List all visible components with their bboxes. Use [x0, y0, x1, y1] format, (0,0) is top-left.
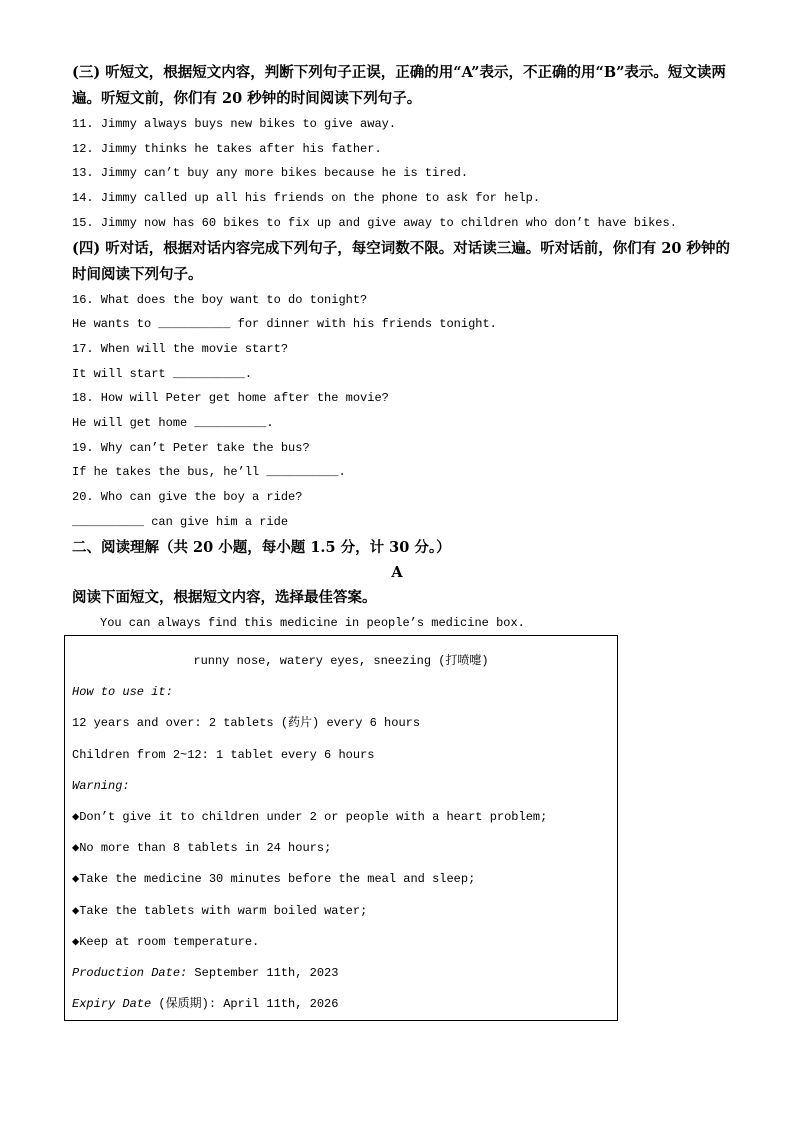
expiry-date-value: (保质期): April 11th, 2026: [151, 997, 339, 1012]
question-12: 12. Jimmy thinks he takes after his father.: [72, 141, 382, 156]
warning-item: ◆Don’t give it to children under 2 or people with a heart problem;: [72, 810, 548, 825]
question-17: 17. When will the movie start?: [72, 341, 289, 356]
usage-adult: 12 years and over: 2 tablets (药片) every 6 hours: [72, 716, 421, 731]
warning-item: ◆Take the medicine 30 minutes before the meal and sleep;: [72, 872, 476, 887]
question-14: 14. Jimmy called up all his friends on the phone to ask for help.: [72, 191, 541, 206]
answer-line-19: If he takes the bus, he’ll __________.: [72, 465, 346, 480]
passage-intro: You can always find this medicine in people’s medicine box.: [100, 615, 525, 630]
usage-label: How to use it:: [72, 685, 173, 700]
worksheet-page: [72, 60, 732, 635]
answer-line-20: __________ can give him a ride: [72, 514, 289, 529]
question-13: 13. Jimmy can’t buy any more bikes because he is tired.: [72, 166, 469, 181]
passage-letter: A: [391, 563, 403, 581]
usage-child: Children from 2~12: 1 tablet every 6 hours: [72, 747, 375, 762]
reading-instruction: 阅读下面短文，根据短文内容，选择最佳答案。: [72, 588, 377, 606]
expiry-date-line: [72, 989, 610, 1020]
question-15: 15. Jimmy now has 60 bikes to fix up and give away to children who don’t have bikes.: [72, 215, 677, 230]
warning-label: Warning:: [72, 778, 130, 793]
expiry-date-label: Expiry Date: [72, 997, 152, 1012]
question-11: 11. Jimmy always buys new bikes to give away.: [72, 117, 397, 131]
section-4-heading: (四) 听对话，根据对话内容完成下列句子，每空词数不限。对话读三遍。听对话前，你们有 20 秒钟的时间阅读下列句子。: [72, 239, 731, 283]
question-19: 19. Why can’t Peter take the bus?: [72, 440, 310, 455]
answer-line-17: It will start __________.: [72, 366, 253, 381]
answer-line-16: He wants to __________ for dinner with his friends tonight.: [72, 317, 497, 332]
symptoms-line: runny nose, watery eyes, sneezing (打喷嚏): [193, 654, 489, 668]
medicine-label-box: [64, 635, 618, 1021]
question-16: 16. What does the boy want to do tonight?: [72, 292, 368, 307]
question-18: 18. How will Peter get home after the movie?: [72, 391, 389, 406]
question-20: 20. Who can give the boy a ride?: [72, 490, 303, 505]
production-date-line: [72, 958, 610, 989]
production-date-label: Production Date:: [72, 966, 188, 981]
answer-line-18: He will get home __________.: [72, 416, 274, 431]
warning-item: ◆Take the tablets with warm boiled water;: [72, 903, 368, 918]
part-2-heading: 二、阅读理解（共 20 小题，每小题 1.5 分，计 30 分。）: [72, 538, 451, 556]
production-date-value: September 11th, 2023: [187, 966, 339, 981]
warning-item: ◆Keep at room temperature.: [72, 934, 260, 949]
section-3-heading: (三) 听短文，根据短文内容，判断下列句子正误，正确的用“A”表示，不正确的用“B”表示。短文读两遍。听短文前，你们有 20 秒钟的时间阅读下列句子。: [72, 64, 726, 107]
warning-item: ◆No more than 8 tablets in 24 hours;: [72, 841, 332, 856]
